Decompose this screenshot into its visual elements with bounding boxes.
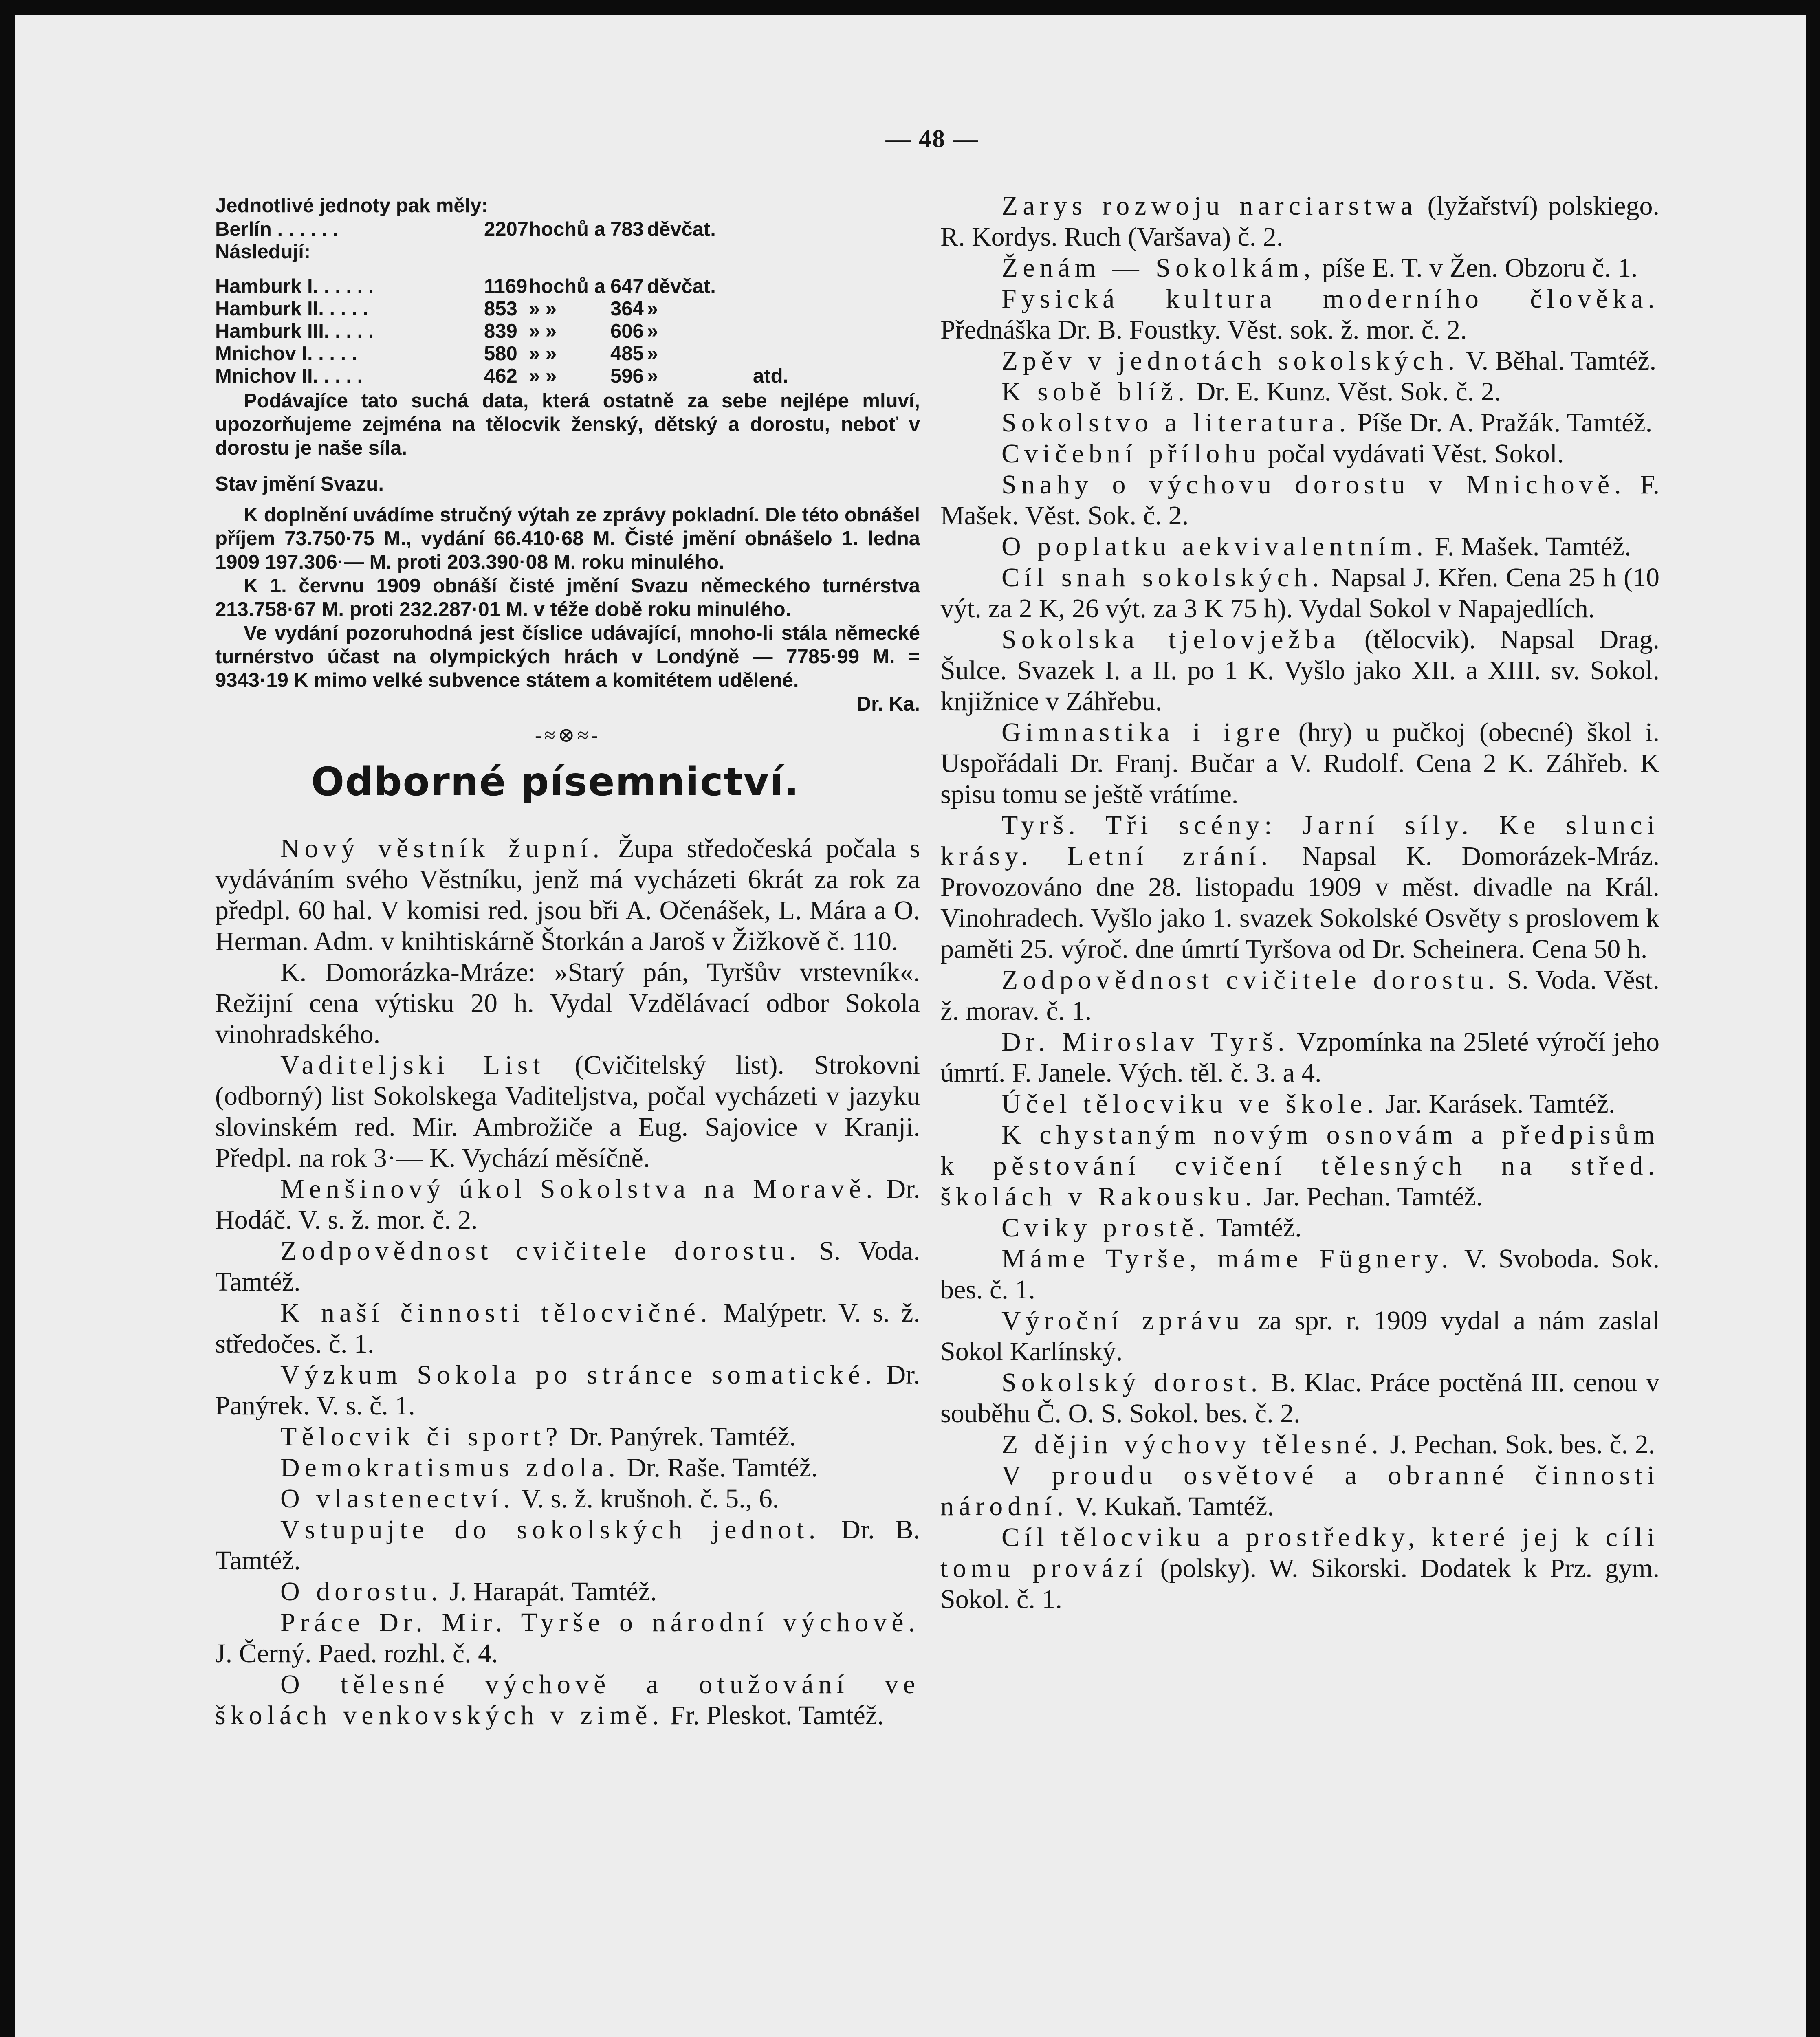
entry-title: Zarys rozwoju narciarstwa (1001, 191, 1417, 221)
entry-title: Máme Tyrše, máme Fügnery. (1001, 1244, 1453, 1274)
list-item (940, 1089, 1659, 1120)
list-item (940, 1429, 1659, 1460)
row-boys: 580 (484, 343, 517, 365)
entry-text: (lyžařství) polskiego. R. Kordys. Ruch (Varšava) č. 2. (940, 191, 1660, 252)
row-mid: » » (529, 320, 557, 342)
entry-text: Fr. Pleskot. Tamtéž. (670, 1700, 884, 1730)
entry-title: Snahy o výchovu dorostu v Mnichově. (1001, 470, 1626, 499)
entry-title: Zpěv v jednotách sokolských. (1001, 346, 1460, 376)
entry-title: Vstupujte do sokolských jednot. (280, 1515, 821, 1544)
list-item (215, 833, 920, 957)
entry-title: Práce Dr. Mir. Tyrše o národní výchově. (280, 1608, 920, 1637)
entry-text: J. Harapát. Tamtéž. (449, 1577, 657, 1606)
berlin-name: Berlín . . . . . . (215, 218, 339, 240)
left-column (215, 194, 920, 1731)
list-item (215, 1576, 920, 1607)
entry-title: Cíl snah sokolských. (1001, 563, 1324, 592)
branch-statistics (215, 194, 920, 716)
row-mid: hochů a (529, 275, 605, 297)
list-item (940, 1367, 1659, 1429)
entry-text: V. Kukaň. Tamtéž. (1074, 1491, 1274, 1521)
next-label: Následují: (215, 241, 311, 263)
entry-text: V. Běhal. Tamtéž. (1466, 346, 1657, 376)
scanned-page (15, 15, 1806, 2037)
list-item (940, 531, 1659, 562)
entry-title: Fysická kultura moderního člověka. (1001, 284, 1659, 314)
list-item (940, 1120, 1659, 1212)
entry-title: O vlastenectví. (280, 1484, 515, 1513)
entry-text: Dr. Panýrek. Tamtéž. (569, 1422, 796, 1452)
entry-title: Vaditeljski List (280, 1050, 545, 1080)
row-extra: atd. (753, 365, 789, 387)
row-girls: 485 (610, 343, 644, 365)
entry-text: Napsal K. Domorázek-Mráz. Provozováno dne 28. listopadu 1909 v měst. divadle na Král. Vinohradech. Vyšlo jako 1. svazek Sokolské Osvěty s proslovem k paměti 25. výroč. dne úmrtí Tyršova od Dr. Scheinera. Cena 50 h. (940, 841, 1660, 964)
list-item (215, 1359, 920, 1421)
entry-title: Sokolstvo a literatura. (1001, 408, 1351, 438)
list-item (940, 345, 1659, 376)
list-item (940, 624, 1659, 717)
entry-text: píše E. T. v Žen. Obzoru č. 1. (1322, 253, 1638, 283)
row-tail: » (647, 298, 658, 320)
row-boys: 1169 (484, 275, 528, 297)
entry-title: K chystaným novým osnovám a předpisům k pěstování cvičení tělesných na střed. školách v Rakousku. (940, 1120, 1659, 1212)
entry-title: Cviky prostě. (1001, 1213, 1210, 1243)
entry-title: Sokolska tjelovježba (1001, 625, 1340, 654)
entry-text: (Cvičitelský list). Strokovni (odborný) list Sokolskega Vaditeljstva, počal vycházeti v jazyku slovinském red. Mir. Ambrožiče a Eug. Sajovice v Kranji. Předpl. na rok 3·— K. Vychází měsíčně. (215, 1050, 920, 1173)
right-entries (940, 191, 1659, 1615)
row-tail: » (647, 365, 658, 387)
row-name: Mnichov II. . . . . (215, 365, 363, 387)
entry-title: Výroční zprávu (1001, 1306, 1245, 1335)
paragraph: K doplnění uvádíme stručný výtah ze zprávy pokladní. Dle této obnášel příjem 73.750·75 M., vydání 66.410·68 M. Čisté jmění obnášelo 1. ledna 1909 197.306·— M. proti 203.390·08 M. roku minulého. (215, 504, 920, 573)
table-row (215, 342, 920, 364)
entry-title: K sobě blíž. (1001, 377, 1190, 407)
entry-text: F. Mašek. Tamtéž. (1435, 532, 1631, 561)
row-extra (753, 297, 802, 319)
entry-title: Tělocvik či sport? (280, 1422, 563, 1452)
entry-title: Sokolský dorost. (1001, 1368, 1263, 1397)
entry-text: V. Svoboda. Sok. bes. č. 1. (940, 1244, 1659, 1304)
entry-text: Tamtéž. (1216, 1213, 1302, 1243)
entry-title: Účel tělocviku ve škole. (1001, 1089, 1379, 1119)
entry-text: F. Mašek. Věst. Sok. č. 2. (940, 470, 1660, 530)
entry-text: Režijní cena výtisku 20 h. Vydal Vzdělávací odbor Sokola vinohradského. (215, 988, 920, 1049)
row-tail: » (647, 320, 658, 342)
entry-text: (polsky). W. Sikorski. Dodatek k Prz. gym. Sokol. č. 1. (940, 1553, 1660, 1614)
list-item (940, 253, 1659, 284)
entry-title: Cvičební přílohu (1001, 439, 1261, 469)
table-row (215, 364, 920, 387)
row-girls: 647 (610, 275, 644, 297)
entry-title: O dorostu. (280, 1577, 443, 1606)
list-item (940, 1460, 1659, 1522)
entry-text: Jar. Pechan. Tamtéž. (1263, 1182, 1483, 1212)
table-row (215, 297, 920, 319)
branches-heading: Jednotlivé jednoty pak měly: (215, 195, 488, 217)
list-item (215, 1452, 920, 1483)
list-item (940, 438, 1659, 469)
list-item (215, 1669, 920, 1731)
entry-text: Dr. Hodáč. V. s. ž. mor. č. 2. (215, 1174, 920, 1235)
entry-text: Župa středočeská počala s vydáváním svého Věstníku, jenž má vycházeti 6krát za rok za předpl. 60 hal. V komisi red. jsou bři A. Očenášek, L. Mára a O. Herman. Adm. v knihtiskárně Štorkán a Jaroš v Žižkově č. 110. (215, 834, 920, 956)
branch-table (215, 275, 920, 387)
entry-title: Cíl tělocviku a prostředky, které jej k cíli tomu provází (940, 1522, 1659, 1583)
page-number: — 48 — (885, 125, 979, 153)
signature: Dr. Ka. (856, 693, 920, 715)
entry-title: V proudu osvětové a obranné činnosti národní. (940, 1461, 1659, 1521)
entry-title: Demokratismus zdola. (280, 1453, 620, 1483)
list-item (940, 1243, 1659, 1305)
list-item (215, 1050, 920, 1174)
row-extra (753, 319, 802, 342)
paragraph: Podávajíce tato suchá data, která ostatně za sebe nejlépe mluví, upozorňujeme zejména na tělocvik ženský, dětský a dorostu, neboť v dorostu je naše síla. (215, 390, 920, 459)
list-item (940, 562, 1659, 624)
list-item (940, 407, 1659, 438)
list-item (940, 284, 1659, 345)
list-item (215, 1236, 920, 1298)
row-tail: » (647, 343, 658, 365)
entry-text: za spr. r. 1909 vydal a nám zaslal Sokol Karlínský. (940, 1306, 1660, 1366)
entry-text: (tělocvik). Napsal Drag. Šulce. Svazek I. a II. po 1 K. Vyšlo jako XII. a XIII. sv. Sokol. knjižnice v Záhřebu. (940, 625, 1659, 716)
row-extra (753, 342, 802, 364)
entry-text: Dr. Panýrek. V. s. č. 1. (215, 1360, 920, 1421)
list-item (940, 717, 1659, 810)
assets-heading: Stav jmění Svazu. (215, 473, 384, 495)
entry-text: S. Voda. Tamtéž. (215, 1236, 920, 1297)
list-item (940, 1305, 1659, 1367)
list-item (215, 957, 920, 1050)
entry-text: J. Černý. Paed. rozhl. č. 4. (215, 1639, 498, 1668)
entry-text: J. Pechan. Sok. bes. č. 2. (1390, 1430, 1655, 1459)
berlin-and: hochů a (529, 218, 605, 240)
row-extra (753, 275, 802, 297)
entry-title: O poplatku aekvivalentním. (1001, 532, 1428, 561)
ornament-divider: -≈⊗≈- (535, 724, 601, 746)
row-boys: 462 (484, 365, 517, 387)
berlin-girls: 783 (610, 218, 644, 240)
entry-text: Napsal J. Křen. Cena 25 h (10 výt. za 2 K, 26 výt. za 3 K 75 h). Vydal Sokol v Napajedlích. (940, 563, 1660, 623)
entry-title: K naší činnosti tělocvičné. (280, 1298, 712, 1328)
list-item (215, 1174, 920, 1236)
entry-text: V. s. ž. krušnoh. č. 5., 6. (521, 1484, 779, 1513)
list-item (940, 810, 1659, 965)
paragraph: Ve vydání pozoruhodná jest číslice udávající, mnoho-li stála německé turnérstvo účast na olympických hrách v Londýně — 7785·99 M. = 9343·19 K mimo velké subvence státem a komitétem udělené. (215, 622, 920, 691)
entry-title: O tělesné výchově a otužování ve školách venkovských v zimě. (215, 1670, 920, 1730)
entry-text: (hry) u pučkoj (obecné) škol i. Uspořádali Dr. Franj. Bučar a V. Rudolf. Cena 2 K. Záhřeb. K spisu tomu se ještě vrátíme. (940, 717, 1659, 809)
row-boys: 839 (484, 320, 517, 342)
list-item (940, 965, 1659, 1027)
list-item (215, 1607, 920, 1669)
table-row (215, 275, 920, 297)
entry-text: Dr. Raše. Tamtéž. (627, 1453, 818, 1483)
berlin-unit: děvčat. (647, 218, 716, 240)
entry-text: Dr. B. Tamtéž. (215, 1515, 920, 1575)
row-name: Hamburk I. . . . . . (215, 275, 374, 297)
row-boys: 853 (484, 298, 517, 320)
entry-title: Zodpovědnost cvičitele dorostu. (1001, 965, 1500, 995)
entry-title: Výzkum Sokola po stránce somatické. (280, 1360, 877, 1390)
berlin-boys: 2207 (484, 218, 529, 240)
list-item (215, 1514, 920, 1576)
berlin-row (215, 218, 920, 240)
list-item (940, 469, 1659, 531)
right-column (940, 191, 1659, 1615)
list-item (215, 1298, 920, 1359)
entry-title: Zodpovědnost cvičitele dorostu. (280, 1236, 801, 1266)
signature-line (215, 692, 920, 716)
row-girls: 606 (610, 320, 644, 342)
row-girls: 364 (610, 298, 644, 320)
entry-text: Dr. E. Kunz. Věst. Sok. č. 2. (1196, 377, 1501, 407)
list-item (215, 1483, 920, 1514)
row-name: Hamburk II. . . . . (215, 298, 368, 319)
row-mid: » » (529, 343, 557, 365)
section-title: Odborné písemnictví. (311, 759, 800, 805)
row-girls: 596 (610, 365, 644, 387)
list-item (940, 1212, 1659, 1243)
entry-text: Malýpetr. V. s. ž. středočes. č. 1. (215, 1298, 920, 1359)
row-mid: » » (529, 298, 557, 320)
entry-title: Gimnastika i igre (1001, 717, 1285, 747)
list-item (940, 1027, 1659, 1089)
entry-title: Z dějin výchovy tělesné. (1001, 1430, 1383, 1459)
paragraph: K 1. červnu 1909 obnáší čisté jmění Svazu německého turnérstva 213.758·67 M. proti 232.287·01 M. v téže době roku minulého. (215, 575, 920, 620)
row-name: Hamburk III. . . . . (215, 320, 374, 342)
entry-text: S. Voda. Věst. ž. morav. č. 1. (940, 965, 1660, 1026)
table-row (215, 319, 920, 342)
entry-text: B. Klac. Práce poctěná III. cenou v souběhu Č. O. S. Sokol. bes. č. 2. (940, 1368, 1660, 1428)
left-entries (215, 833, 920, 1731)
entry-text: Přednáška Dr. B. Foustky. Věst. sok. ž. mor. č. 2. (940, 315, 1467, 345)
entry-title: Tyrš. Tři scény: Jarní síly. Ke slunci krásy. Letní zrání. (940, 810, 1659, 871)
list-item (940, 1522, 1659, 1615)
list-item (940, 191, 1659, 253)
entry-title: Ženám — Sokolkám, (1001, 253, 1316, 283)
entry-title: Menšinový úkol Sokolstva na Moravě. (280, 1174, 878, 1204)
entry-text: Jar. Karásek. Tamtéž. (1385, 1089, 1615, 1119)
entry-text: počal vydávati Věst. Sokol. (1268, 439, 1564, 469)
row-tail: děvčat. (647, 275, 716, 297)
entry-title: Dr. Miroslav Tyrš. (1001, 1027, 1290, 1057)
entry-title: K. Domorázka-Mráze: »Starý pán, Tyršův vrstevník«. (280, 957, 920, 987)
row-mid: » » (529, 365, 557, 387)
row-name: Mnichov I. . . . . (215, 343, 357, 364)
entry-title: Nový věstník župní. (280, 834, 605, 863)
list-item (215, 1421, 920, 1452)
entry-text: Vzpomínka na 25leté výročí jeho úmrtí. F. Janele. Vých. těl. č. 3. a 4. (940, 1027, 1659, 1088)
entry-text: Píše Dr. A. Pražák. Tamtéž. (1357, 408, 1653, 438)
list-item (940, 376, 1659, 407)
